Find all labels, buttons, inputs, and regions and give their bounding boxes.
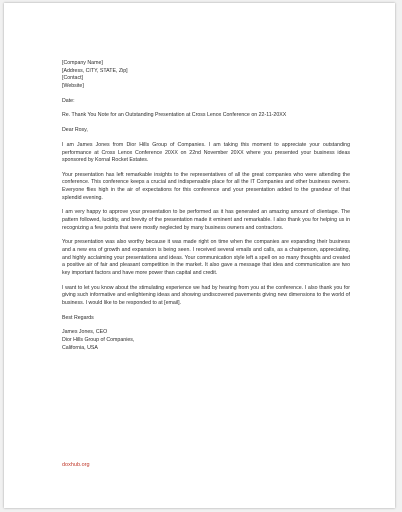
paragraph-approval: I am very happy to approve your presentation to be performed as it has generated an amazing amount of clientage. The pattern followed, lucidity, and brevity of the presentation made it eminent and remarkable. I also thank you for helping us in recognizing a few points that were mostly neglected by many business owners and contractors. bbox=[62, 209, 350, 231]
document-page bbox=[4, 3, 395, 508]
signature-location: California, USA bbox=[62, 344, 98, 351]
subject-line: Re. Thank You Note for an Outstanding Presentation at Cross Lenox Conference on 22-11-20XX bbox=[62, 112, 287, 119]
signature-company: Dior Hills Group of Companies, bbox=[62, 336, 135, 343]
signature-name: James Jones, CEO bbox=[62, 329, 108, 336]
paragraph-insights: Your presentation has left remarkable insights to the representatives of all the great companies who were attending the conference. This conference keeps a crucial and indispensable place for all the IT Companies and other business owners. Everyone flies high in the air of expectations for this conference and your presentation added to the grandeur of that splendid evening. bbox=[62, 171, 350, 201]
salutation: Dear Rosy, bbox=[62, 127, 88, 134]
sender-website: [Website] bbox=[62, 82, 84, 89]
paragraph-intro: I am James Jones from Dior Hills Group of Companies. I am taking this moment to appreciate your outstanding performance at Cross Lenox Conference 20XX on 22nd November 20XX where you presented your business ideas sponsored by Kornal Rocket Estates. bbox=[62, 141, 350, 164]
paragraph-closing: I want to let you know about the stimulating experience we had by hearing from you at the conference. I also thank you for giving such informative and enlightening ideas and showing undiscovered pavements giving new dimensions to the world of business. I would like to be responded to at [email]. bbox=[62, 284, 350, 306]
letter-body bbox=[62, 60, 350, 352]
paragraph-worthy: Your presentation was also worthy because it was made right on time when the companies are expanding their business and a new era of growth and expansion is being seen. I received several emails and calls, as a chairperson, appreciating, and highly acclaiming your presentations and ideas. Your communication style left a spell on so many thoughts and created a positive air of fair and pleasant competition in the market. It also gave a message that idea and communication are two key important factors and have more power than capital and credit. bbox=[62, 239, 350, 276]
sender-company: [Company Name] bbox=[62, 60, 103, 66]
footer-watermark: doxhub.org bbox=[62, 462, 90, 468]
sender-contact: [Contact] bbox=[62, 75, 84, 82]
closing: Best Regards bbox=[62, 314, 94, 321]
date-label: Date: bbox=[62, 97, 75, 104]
sender-address: [Address, CITY, STATE, Zip] bbox=[62, 67, 128, 74]
